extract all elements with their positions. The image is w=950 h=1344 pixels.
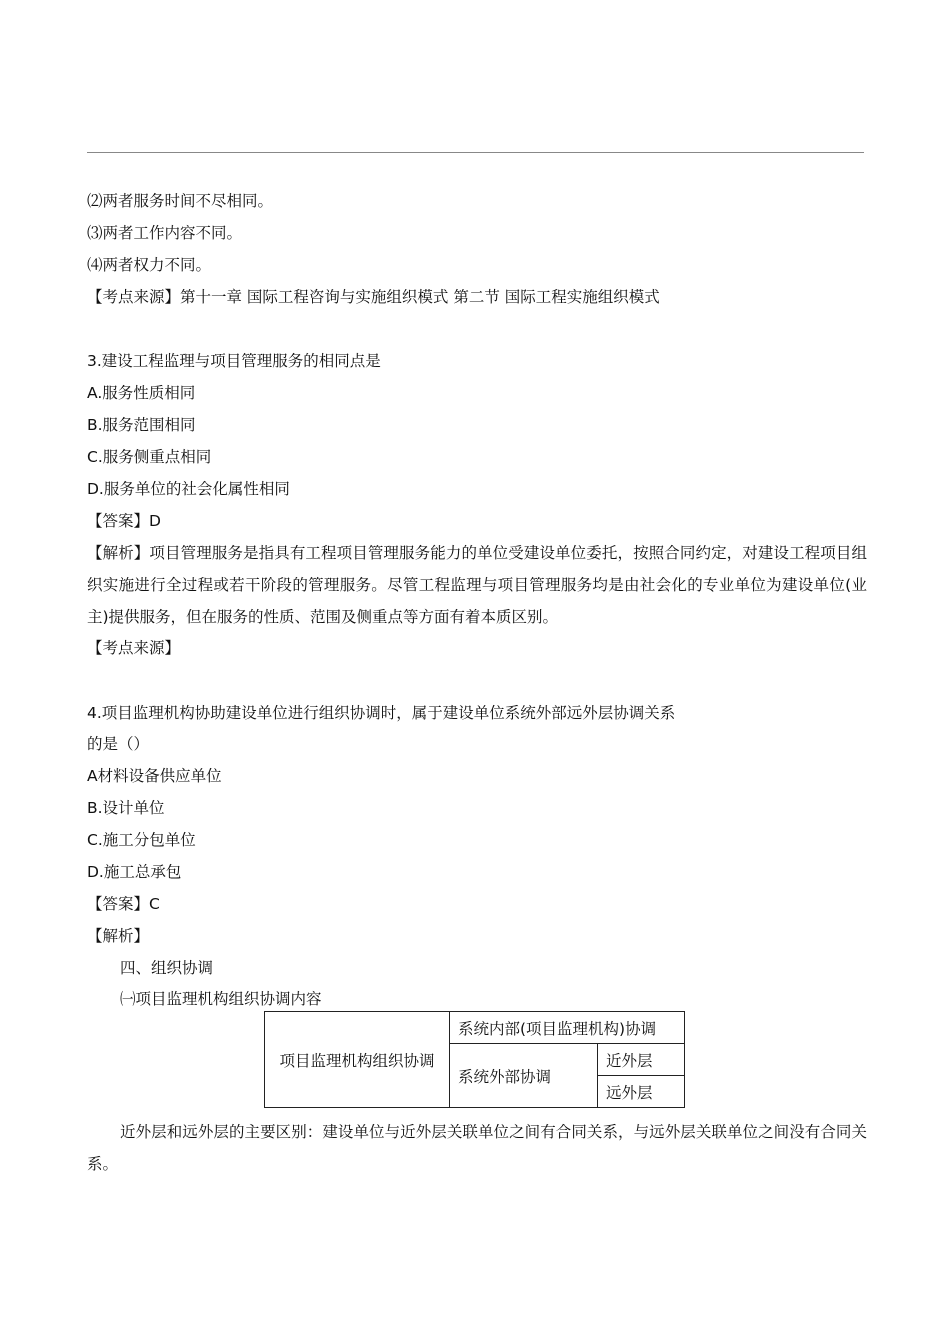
- q4-stem-line1: 4.项目监理机构协助建设单位进行组织协调时，属于建设单位系统外部远外层协调关系: [87, 704, 676, 722]
- prev-item-4: ⑷两者权力不同。: [87, 256, 212, 274]
- q4-analysis-label: 【解析】: [87, 927, 150, 945]
- table-external-cell: 系统外部协调: [450, 1044, 598, 1108]
- q3-option-a: A.服务性质相同: [87, 384, 196, 402]
- q3-source: 【考点来源】: [87, 639, 181, 657]
- table-root-cell: 项目监理机构组织协调: [265, 1012, 450, 1108]
- q4-option-b: B.设计单位: [87, 799, 165, 817]
- table-internal-cell: 系统内部(项目监理机构)协调: [450, 1012, 685, 1044]
- prev-source: 【考点来源】第十一章 国际工程咨询与实施组织模式 第二节 国际工程实施组织模式: [87, 288, 660, 306]
- q3-option-c: C.服务侧重点相同: [87, 448, 212, 466]
- table-near-cell: 近外层: [598, 1044, 685, 1076]
- q4-option-d: D.施工总承包: [87, 863, 182, 881]
- header-rule: [87, 152, 864, 153]
- prev-item-2: ⑵两者服务时间不尽相同。: [87, 192, 274, 210]
- conclusion-paragraph: 近外层和远外层的主要区别：建设单位与近外层关联单位之间有合同关系，与远外层关联单位之间没有合同关系。: [87, 1123, 867, 1173]
- q3-stem: 3.建设工程监理与项目管理服务的相同点是: [87, 352, 381, 370]
- coordination-table: [264, 1011, 685, 1108]
- section-heading: 四、组织协调: [120, 959, 214, 977]
- prev-item-3: ⑶两者工作内容不同。: [87, 224, 243, 242]
- q3-option-b: B.服务范围相同: [87, 416, 196, 434]
- q4-option-a: A材料设备供应单位: [87, 767, 222, 785]
- subsection-heading: ㈠项目监理机构组织协调内容: [120, 990, 322, 1008]
- q4-answer: 【答案】C: [87, 895, 160, 913]
- q3-answer: 【答案】D: [87, 512, 161, 530]
- q3-option-d: D.服务单位的社会化属性相同: [87, 480, 290, 498]
- q4-stem-line2: 的是（）: [87, 735, 150, 753]
- table-far-cell: 远外层: [598, 1076, 685, 1108]
- q3-analysis: 【解析】项目管理服务是指具有工程项目管理服务能力的单位受建设单位委托，按照合同约定，对建设工程项目组织实施进行全过程或若干阶段的管理服务。尽管工程监理与项目管理服务均是由社会化的专业单位为建设单位(业主)提供服务，但在服务的性质、范围及侧重点等方面有着本质区别。: [87, 544, 867, 626]
- q4-option-c: C.施工分包单位: [87, 831, 196, 849]
